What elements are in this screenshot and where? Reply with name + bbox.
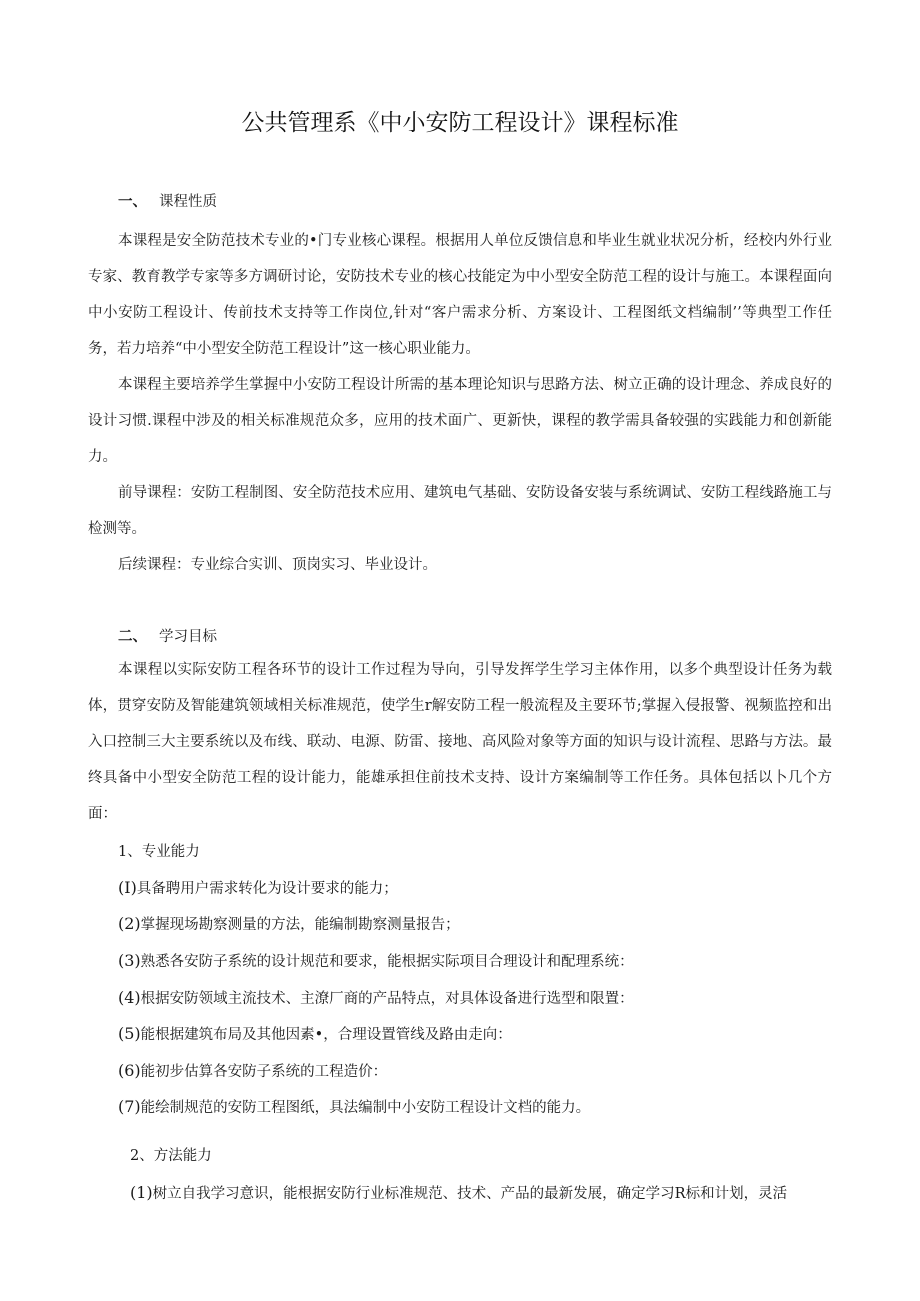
section-1-paragraph-3: 前导课程：安防工程制图、安全防范技术应用、建筑电气基础、安防设备安装与系统调试、安防工程线路施工与检测等。 — [88, 485, 832, 537]
list-item: (3)熟悉各安防子系统的设计规范和要求，能根据实际项目合理设计和配理系统： — [118, 951, 634, 970]
subsection-1-heading: 1、专业能力 — [118, 844, 200, 860]
section-2-heading — [118, 625, 217, 646]
section-1-paragraph-2: 本课程主要培养学生掌握中小安防工程设计所需的基本理论知识与思路方法、树立正确的设计理念、养成良好的设计习惯.课程中涉及的相关标准规范众多，应用的技术面广、更新快，课程的教学需具备较强的实践能力和创新能力。 — [88, 377, 832, 465]
section-1-paragraph-1: 本课程是安全防范技术专业的•门专业核心课程。根据用人单位反馈信息和毕业生就业状况分析，经校内外行业专家、教育教学专家等多方调研讨论，安防技术专业的核心技能定为中小型安全防范工程的设计与施工。本课程面向中小安防工程设计、传前技术支持等工作岗位,针对“客户需求分析、方案设计、工程图纸文档编制’’等典型工作任务，若力培养“中小型安全防范工程设计”这一核心职业能力。 — [88, 233, 832, 357]
section-1-heading — [118, 190, 217, 211]
section-2-title: 学习目标 — [159, 629, 217, 645]
subsection-2-heading: 2、方法能力 — [130, 1148, 212, 1164]
list-item: (7)能绘制规范的安防工程图纸，具法编制中小安防工程设计文档的能力。 — [118, 1097, 591, 1116]
section-2-paragraph-1: 本课程以实际安防工程各环节的设计工作过程为导向，引导发挥学生学习主体作用，以多个典型设计任务为载体，贯穿安防及智能建筑领域相关标准规范，使学生r解安防工程一般流程及主要环节;掌握入侵报警、视频监控和出入口控制三大主要系统以及布线、联动、电源、防雷、接地、高风险对象等方面的知识与设计流程、思路与方法。最终具备中小型安全防范工程的设计能力，能雄承担住前技术支持、设计方案编制等工作任务。具体包括以卜几个方面： — [88, 662, 832, 822]
section-1-title: 课程性质 — [159, 194, 217, 210]
list-item: (4)根据安防领域主流技术、主潦厂商的产品特点，对具体设备进行选型和限置： — [118, 988, 634, 1007]
list-item: (1)树立自我学习意识，能根据安防行业标准规范、技术、产品的最新发展，确定学习R标和计划，灵活 — [130, 1183, 788, 1202]
section-2-number: 二、 — [118, 629, 147, 645]
section-1-number: 一、 — [118, 194, 147, 210]
list-item: (6)能初步估算各安防子系统的工程造价： — [118, 1061, 388, 1080]
list-item: (2)掌握现场勘察测量的方法，能编制勘察测量报告； — [118, 914, 460, 933]
list-item: (5)能根据建筑布局及其他因素•，合理设置管线及路由走向： — [118, 1024, 512, 1043]
document-title: 公共管理系《中小安防工程设计》课程标准 — [241, 110, 679, 136]
list-item: (I)具备聘用户需求转化为设计要求的能力； — [118, 878, 398, 897]
section-1-paragraph-4: 后续课程：专业综合实训、顶岗实习、毕业设计。 — [118, 557, 437, 573]
